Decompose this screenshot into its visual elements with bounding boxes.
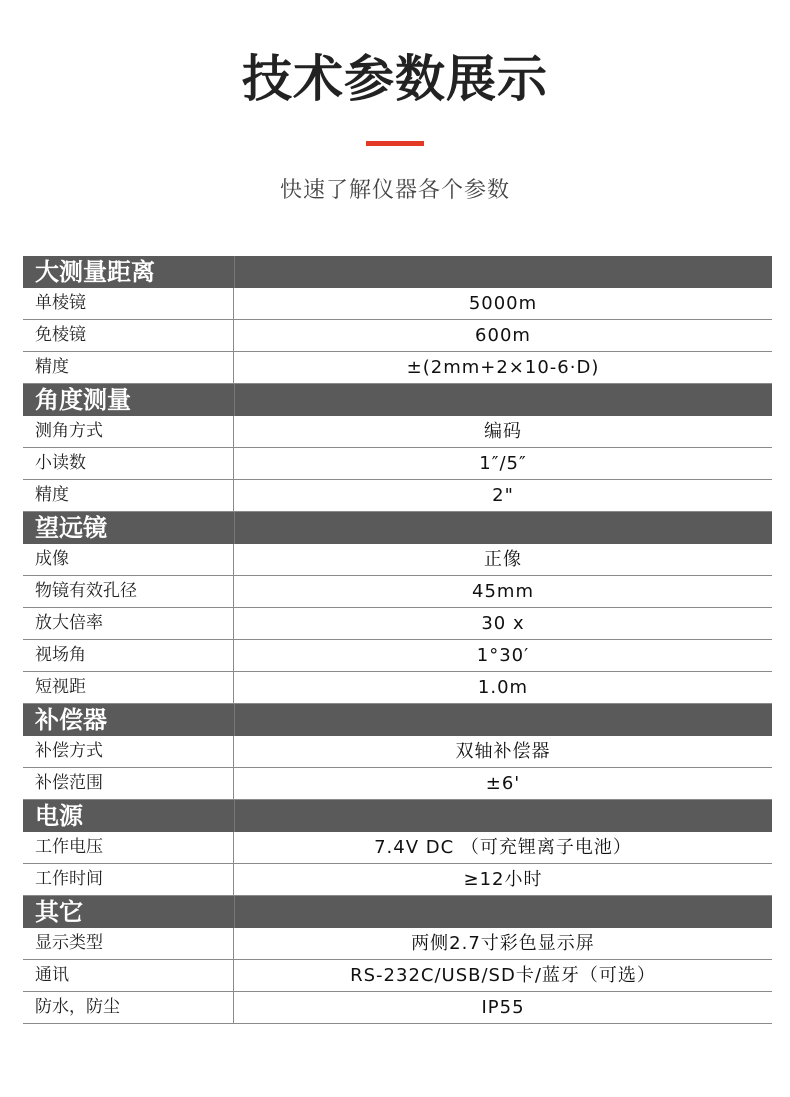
spec-value: IP55: [481, 997, 525, 1018]
spec-label: 短视距: [23, 672, 234, 703]
spec-row: [23, 928, 772, 960]
spec-label: 物镜有效孔径: [23, 576, 234, 607]
page-subtitle: 快速了解仪器各个参数: [279, 178, 510, 203]
spec-label: 成像: [23, 544, 234, 575]
section-title: 电源: [35, 802, 83, 830]
section-title: 望远镜: [35, 514, 107, 542]
section-header-divider: [234, 256, 235, 288]
spec-label: 显示类型: [23, 928, 234, 959]
spec-value: 7.4V DC （可充锂离子电池）: [374, 837, 632, 858]
spec-label: 通讯: [23, 960, 234, 991]
section-header: [23, 704, 772, 736]
spec-row: [23, 448, 772, 480]
section-header: [23, 896, 772, 928]
spec-label: 单棱镜: [23, 288, 234, 319]
section-header-divider: [234, 800, 235, 832]
spec-value: 双轴补偿器: [455, 741, 551, 762]
spec-row: [23, 480, 772, 512]
spec-row: [23, 576, 772, 608]
spec-row: [23, 352, 772, 384]
title-accent-bar: [366, 141, 424, 146]
spec-value: 30 x: [481, 613, 525, 634]
spec-label: 视场角: [23, 640, 234, 671]
spec-row: [23, 768, 772, 800]
section-header: [23, 256, 772, 288]
spec-label: 免棱镜: [23, 320, 234, 351]
section-header: [23, 512, 772, 544]
spec-value: 两侧2.7寸彩色显示屏: [411, 933, 595, 954]
spec-value: 1°30′: [476, 645, 530, 666]
spec-value: 45mm: [472, 581, 534, 602]
spec-row: [23, 832, 772, 864]
spec-label: 工作电压: [23, 832, 234, 863]
spec-value: ±6': [485, 773, 521, 794]
spec-row: [23, 608, 772, 640]
section-header-divider: [234, 896, 235, 928]
spec-value: ±(2mm+2×10-6·D): [406, 357, 600, 378]
spec-row: [23, 864, 772, 896]
spec-row: [23, 320, 772, 352]
spec-label: 测角方式: [23, 416, 234, 447]
spec-label: 工作时间: [23, 864, 234, 895]
spec-row: [23, 992, 772, 1024]
spec-value: ≥12小时: [463, 869, 543, 890]
section-title: 角度测量: [35, 386, 131, 414]
spec-label: 精度: [23, 480, 234, 511]
spec-row: [23, 736, 772, 768]
spec-row: [23, 416, 772, 448]
spec-row: [23, 640, 772, 672]
spec-row: [23, 288, 772, 320]
spec-table: [23, 256, 772, 1024]
spec-value: 编码: [484, 421, 522, 442]
spec-label: 放大倍率: [23, 608, 234, 639]
section-header-divider: [234, 512, 235, 544]
spec-label: 精度: [23, 352, 234, 383]
section-header: [23, 800, 772, 832]
spec-value: 1″/5″: [479, 453, 527, 474]
page-title: 技术参数展示: [242, 50, 548, 108]
spec-value: 600m: [475, 325, 531, 346]
spec-value: RS-232C/USB/SD卡/蓝牙（可选）: [350, 965, 656, 986]
section-title: 补偿器: [35, 706, 107, 734]
spec-value: 2": [492, 485, 514, 506]
spec-value: 5000m: [468, 293, 538, 314]
spec-label: 防水，防尘: [23, 992, 234, 1023]
spec-value: 正像: [484, 549, 522, 570]
section-header-divider: [234, 384, 235, 416]
section-title: 其它: [35, 898, 83, 926]
spec-row: [23, 672, 772, 704]
section-title: 大测量距离: [35, 258, 155, 286]
section-header: [23, 384, 772, 416]
spec-row: [23, 960, 772, 992]
spec-value: 1.0m: [477, 677, 529, 698]
spec-row: [23, 544, 772, 576]
spec-label: 补偿方式: [23, 736, 234, 767]
spec-label: 小读数: [23, 448, 234, 479]
spec-label: 补偿范围: [23, 768, 234, 799]
section-header-divider: [234, 704, 235, 736]
